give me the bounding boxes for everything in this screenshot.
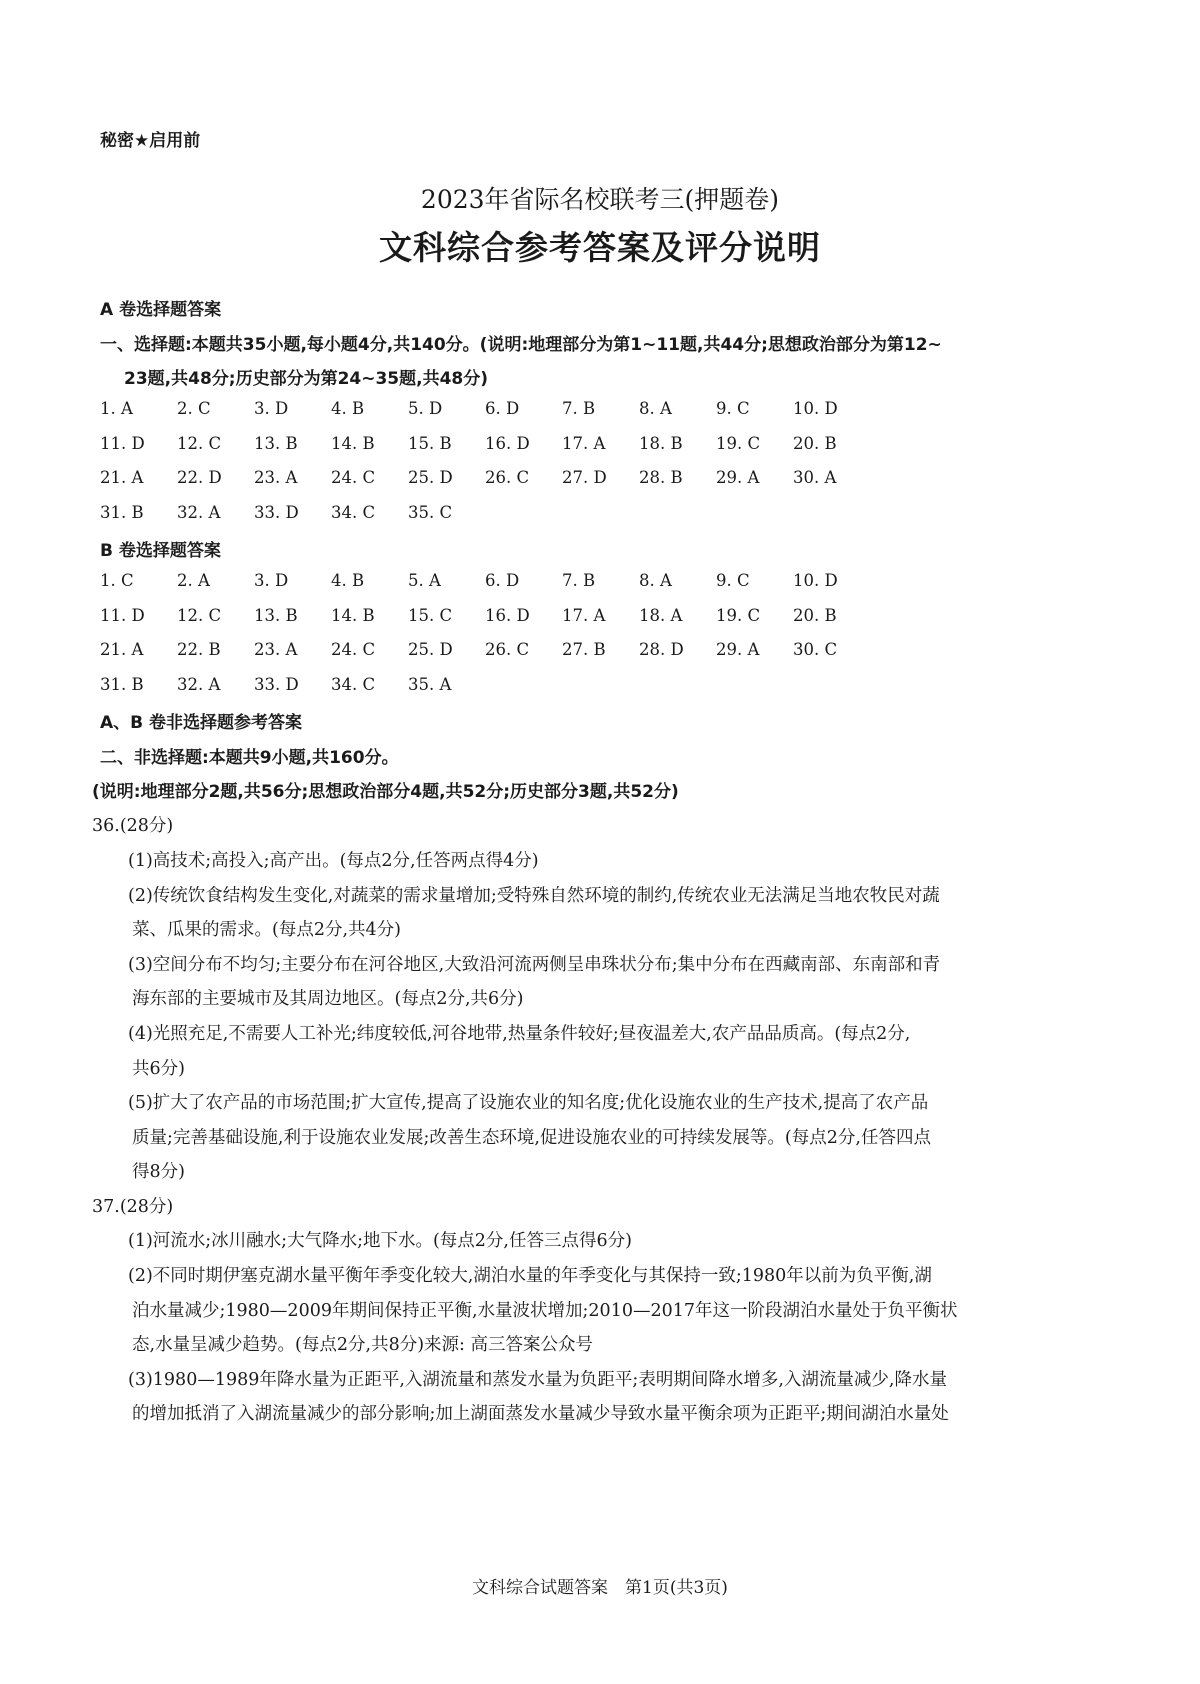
q36-answer-2-line2: 菜、瓜果的需求。(每点2分,共4分) <box>132 920 401 940</box>
section_a-answer-item: 19. C <box>716 433 761 453</box>
section_b-answer-item: 18. A <box>639 605 683 625</box>
section_a-answer-item: 5. D <box>408 399 443 418</box>
section_b-answer-item: 31. B <box>100 674 144 694</box>
section_a-answer-item: 12. C <box>177 433 222 453</box>
q37-answer-3-line2: 的增加抵消了入湖流量减少的部分影响;加上湖面蒸发水量减少导致水量平衡余项为正距平;期间湖泊水量处 <box>132 1404 949 1424</box>
section_b-answer-item: 11. D <box>100 605 145 625</box>
section_a-answer-item: 8. A <box>639 399 672 418</box>
section_b-answer-item: 12. C <box>177 605 222 625</box>
section_a-answer-row <box>100 399 940 423</box>
q37-answer-2-line2: 泊水量减少;1980—2009年期间保持正平衡,水量波状增加;2010—2017年这一阶段湖泊水量处于负平衡状 <box>132 1301 958 1321</box>
section_b-answer-item: 4. B <box>331 571 365 590</box>
section_b-answer-row <box>100 571 940 595</box>
section_b-answer-row <box>100 675 940 699</box>
section_b-answer-item: 10. D <box>793 571 838 590</box>
section_b-answer-item: 19. C <box>716 605 761 625</box>
section_a-answer-item: 18. B <box>639 433 683 453</box>
q36-answer-5-line1: (5)扩大了农产品的市场范围;扩大宣传,提高了设施农业的知名度;优化设施农业的生产技术,提高了农产品 <box>128 1093 929 1113</box>
q36-answer-2-line1: (2)传统饮食结构发生变化,对蔬菜的需求量增加;受特殊自然环境的制约,传统农业无法满足当地农牧民对蔬 <box>128 886 940 906</box>
q37-answer-2-line3: 态,水量呈减少趋势。(每点2分,共8分)来源: 高三答案公众号 <box>132 1335 594 1355</box>
nonchoice-heading: A、B 卷非选择题参考答案 <box>100 713 303 733</box>
section_a-answer-item: 4. B <box>331 399 365 418</box>
section-a-intro-line1: 一、选择题:本题共35小题,每小题4分,共140分。(说明:地理部分为第1~11题,共44分;思想政治部分为第12~ <box>100 335 942 355</box>
section_a-answer-item: 10. D <box>793 399 838 418</box>
section_a-answer-row <box>100 503 940 527</box>
q36-answer-3-line2: 海东部的主要城市及其周边地区。(每点2分,共6分) <box>132 989 524 1009</box>
q37-answer-2-line1: (2)不同时期伊塞克湖水量平衡年季变化较大,湖泊水量的年季变化与其保持一致;1980年以前为负平衡,湖 <box>128 1266 932 1286</box>
q36-answer-4-line2: 共6分) <box>132 1059 185 1079</box>
section_b-answer-item: 27. B <box>562 640 606 659</box>
q37-answer-3-line1: (3)1980—1989年降水量为正距平,入湖流量和蒸发水量为负距平;表明期间降水增多,入湖流量减少,降水量 <box>128 1370 947 1390</box>
section_a-answer-item: 11. D <box>100 433 145 453</box>
section_a-answer-item: 29. A <box>716 468 760 487</box>
q36-answer-1: (1)高技术;高投入;高产出。(每点2分,任答两点得4分) <box>128 851 539 871</box>
section_a-answer-item: 15. B <box>408 433 452 453</box>
section_a-answer-item: 32. A <box>177 502 221 522</box>
section_b-answer-item: 23. A <box>254 640 298 659</box>
section_b-answer-item: 28. D <box>639 640 684 659</box>
section_a-answer-item: 30. A <box>793 468 837 487</box>
section-b-heading: B 卷选择题答案 <box>100 541 221 561</box>
section_a-answer-item: 22. D <box>177 468 222 487</box>
section_a-answer-item: 7. B <box>562 399 596 418</box>
q36-answer-5-line3: 得8分) <box>132 1162 185 1182</box>
section_b-answer-item: 6. D <box>485 571 520 590</box>
section_b-answer-row <box>100 606 940 630</box>
q36-answer-4-line1: (4)光照充足,不需要人工补光;纬度较低,河谷地带,热量条件较好;昼夜温差大,农产品品质高。(每点2分, <box>128 1024 911 1044</box>
section_a-answer-item: 20. B <box>793 433 837 453</box>
section_a-answer-item: 21. A <box>100 468 144 487</box>
section_a-answer-item: 9. C <box>716 399 750 418</box>
section_b-answer-item: 26. C <box>485 640 530 659</box>
q36-header: 36.(28分) <box>92 816 174 836</box>
q37-header: 37.(28分) <box>92 1197 174 1217</box>
section_b-answer-item: 8. A <box>639 571 672 590</box>
section_a-answer-item: 31. B <box>100 502 144 522</box>
section_a-answer-item: 13. B <box>254 433 298 453</box>
section_a-answer-item: 16. D <box>485 433 530 453</box>
section_a-answer-item: 25. D <box>408 468 453 487</box>
section_a-answer-item: 1. A <box>100 399 133 418</box>
section_b-answer-item: 22. B <box>177 640 221 659</box>
exam-title: 2023年省际名校联考三(押题卷) <box>420 185 780 214</box>
section_b-answer-item: 15. C <box>408 605 453 625</box>
section_b-answer-item: 35. A <box>408 674 452 694</box>
section_b-answer-item: 13. B <box>254 605 298 625</box>
section_b-answer-item: 34. C <box>331 674 376 694</box>
section_b-answer-item: 1. C <box>100 571 134 590</box>
confidential-label: 秘密★启用前 <box>100 131 201 151</box>
page-footer: 文科综合试题答案 第1页(共3页) <box>472 1578 728 1598</box>
section_b-answer-item: 21. A <box>100 640 144 659</box>
section_b-answer-item: 14. B <box>331 605 375 625</box>
q36-answer-3-line1: (3)空间分布不均匀;主要分布在河谷地区,大致沿河流两侧呈串珠状分布;集中分布在西藏南部、东南部和青 <box>128 955 941 975</box>
section_b-answer-item: 24. C <box>331 640 376 659</box>
section_a-answer-row <box>100 434 940 458</box>
section_a-answer-item: 2. C <box>177 399 211 418</box>
section_a-answer-item: 26. C <box>485 468 530 487</box>
section-a-intro-line2: 23题,共48分;历史部分为第24~35题,共48分) <box>124 369 489 389</box>
nonchoice-intro: 二、非选择题:本题共9小题,共160分。 <box>100 748 399 768</box>
section_b-answer-item: 32. A <box>177 674 221 694</box>
section_b-answer-item: 16. D <box>485 605 530 625</box>
section_a-answer-item: 33. D <box>254 502 299 522</box>
section_b-answer-item: 2. A <box>177 571 210 590</box>
section_a-answer-item: 27. D <box>562 468 607 487</box>
section-a-heading: A 卷选择题答案 <box>100 300 222 320</box>
nonchoice-note: (说明:地理部分2题,共56分;思想政治部分4题,共52分;历史部分3题,共52分) <box>92 782 679 802</box>
document-title: 文科综合参考答案及评分说明 <box>379 228 821 267</box>
section_b-answer-item: 29. A <box>716 640 760 659</box>
section_b-answer-item: 3. D <box>254 571 289 590</box>
section_a-answer-item: 3. D <box>254 399 289 418</box>
section_b-answer-item: 33. D <box>254 674 299 694</box>
section_a-answer-item: 17. A <box>562 433 606 453</box>
section_b-answer-item: 9. C <box>716 571 750 590</box>
section_a-answer-item: 35. C <box>408 502 453 522</box>
section_b-answer-row <box>100 640 940 664</box>
section_b-answer-item: 7. B <box>562 571 596 590</box>
section_a-answer-item: 24. C <box>331 468 376 487</box>
section_a-answer-item: 34. C <box>331 502 376 522</box>
section_b-answer-item: 20. B <box>793 605 837 625</box>
section_a-answer-item: 28. B <box>639 468 683 487</box>
section_a-answer-item: 14. B <box>331 433 375 453</box>
section_a-answer-item: 23. A <box>254 468 298 487</box>
section_a-answer-row <box>100 468 940 492</box>
section_b-answer-item: 30. C <box>793 640 838 659</box>
q36-answer-5-line2: 质量;完善基础设施,利于设施农业发展;改善生态环境,促进设施农业的可持续发展等。(每点2分,任答四点 <box>132 1128 931 1148</box>
section_b-answer-item: 5. A <box>408 571 441 590</box>
section_b-answer-item: 17. A <box>562 605 606 625</box>
q37-answer-1: (1)河流水;冰川融水;大气降水;地下水。(每点2分,任答三点得6分) <box>128 1231 632 1251</box>
section_a-answer-item: 6. D <box>485 399 520 418</box>
section_b-answer-item: 25. D <box>408 640 453 659</box>
